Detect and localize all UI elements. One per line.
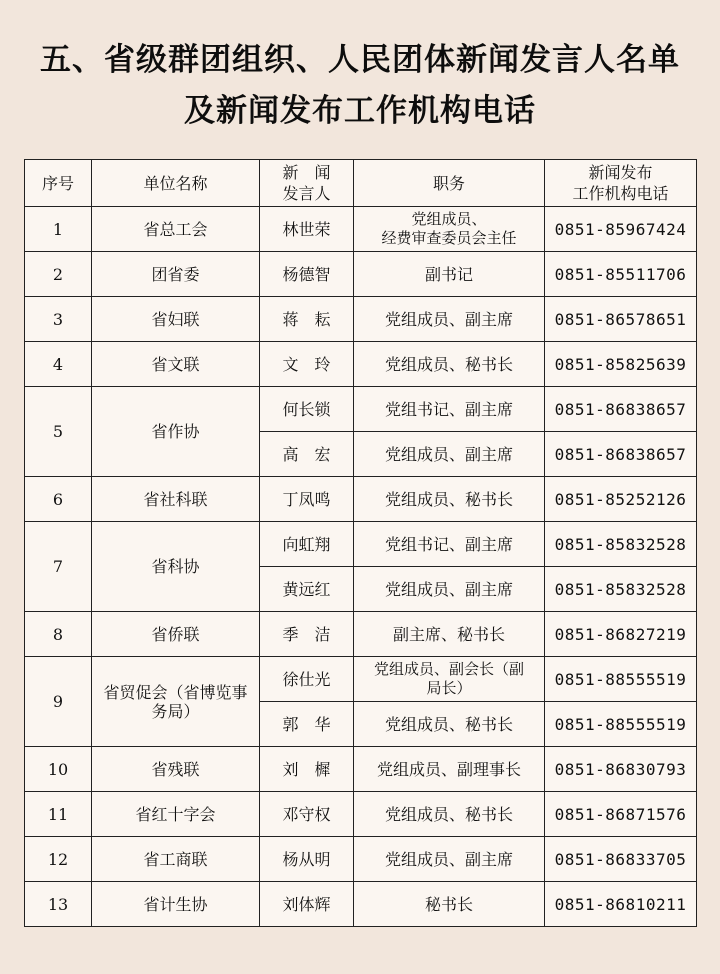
unit-name: 省文联 (92, 342, 260, 387)
press-office-phone: 0851-86833705 (545, 837, 697, 882)
header-speaker-line1: 新 闻 (282, 163, 331, 182)
header-unit: 单位名称 (92, 160, 260, 207)
press-office-phone: 0851-88555519 (545, 702, 697, 747)
press-office-phone: 0851-86871576 (545, 792, 697, 837)
spokesperson-table (24, 159, 697, 927)
table-header-row (25, 160, 697, 207)
press-office-phone: 0851-88555519 (545, 657, 697, 702)
press-office-phone: 0851-85967424 (545, 207, 697, 252)
table-row (25, 297, 697, 342)
page-title: 五、省级群团组织、人民团体新闻发言人名单 (40, 42, 680, 78)
speaker-name: 丁凤鸣 (260, 477, 354, 522)
speaker-name: 高 宏 (260, 432, 354, 477)
press-office-phone: 0851-86827219 (545, 612, 697, 657)
speaker-position (354, 522, 545, 567)
table-row (25, 387, 697, 432)
speaker-position (354, 387, 545, 432)
speaker-position (354, 837, 545, 882)
position-line1: 党组成员、副主席 (384, 444, 513, 464)
position-line1: 党组成员、 (411, 210, 487, 228)
speaker-name: 文 玲 (260, 342, 354, 387)
row-number: 13 (25, 882, 92, 927)
row-number: 11 (25, 792, 92, 837)
row-number: 4 (25, 342, 92, 387)
table-body (25, 207, 697, 927)
speaker-name: 何长锁 (260, 387, 354, 432)
row-number: 2 (25, 252, 92, 297)
speaker-position (354, 477, 545, 522)
speaker-name: 邓守权 (260, 792, 354, 837)
position-line1: 党组书记、副主席 (384, 534, 513, 554)
position-line1: 党组成员、副主席 (384, 849, 513, 869)
row-number: 9 (25, 657, 92, 747)
row-number: 6 (25, 477, 92, 522)
position-line1: 党组成员、副主席 (384, 579, 513, 599)
position-line1: 党组成员、副主席 (384, 309, 513, 329)
position-line2: 局长） (426, 679, 472, 697)
speaker-name: 林世荣 (260, 207, 354, 252)
unit-name: 团省委 (92, 252, 260, 297)
table-row (25, 792, 697, 837)
speaker-position (354, 297, 545, 342)
row-number: 7 (25, 522, 92, 612)
press-office-phone: 0851-86838657 (545, 387, 697, 432)
unit-name (92, 657, 260, 747)
speaker-position (354, 207, 545, 252)
speaker-name: 黄远红 (260, 567, 354, 612)
speaker-position (354, 882, 545, 927)
unit-name: 省总工会 (92, 207, 260, 252)
position-line1: 秘书长 (424, 894, 473, 914)
table-row (25, 747, 697, 792)
speaker-position (354, 702, 545, 747)
header-speaker (260, 160, 354, 207)
speaker-position (354, 657, 545, 702)
unit-name: 省残联 (92, 747, 260, 792)
header-position: 职务 (354, 160, 545, 207)
position-line1: 党组成员、秘书长 (384, 489, 513, 509)
speaker-position (354, 252, 545, 297)
press-office-phone: 0851-86830793 (545, 747, 697, 792)
unit-name: 省作协 (92, 387, 260, 477)
press-office-phone: 0851-86838657 (545, 432, 697, 477)
position-line2: 经费审查委员会主任 (381, 229, 517, 247)
header-num: 序号 (25, 160, 92, 207)
speaker-name: 季 洁 (260, 612, 354, 657)
speaker-position (354, 432, 545, 477)
position-line1: 党组书记、副主席 (384, 399, 513, 419)
table-row (25, 207, 697, 252)
unit-name: 省科协 (92, 522, 260, 612)
speaker-name: 杨从明 (260, 837, 354, 882)
speaker-position (354, 747, 545, 792)
unit-name: 省社科联 (92, 477, 260, 522)
row-number: 3 (25, 297, 92, 342)
row-number: 12 (25, 837, 92, 882)
press-office-phone: 0851-85832528 (545, 522, 697, 567)
speaker-position (354, 612, 545, 657)
table-row (25, 837, 697, 882)
row-number: 8 (25, 612, 92, 657)
table-row (25, 252, 697, 297)
speaker-position (354, 567, 545, 612)
speaker-name: 郭 华 (260, 702, 354, 747)
unit-name: 省计生协 (92, 882, 260, 927)
position-line1: 副书记 (424, 264, 473, 284)
press-office-phone: 0851-85252126 (545, 477, 697, 522)
press-office-phone: 0851-85825639 (545, 342, 697, 387)
speaker-name: 杨德智 (260, 252, 354, 297)
header-phone (545, 160, 697, 207)
speaker-name: 徐仕光 (260, 657, 354, 702)
unit-name: 省工商联 (92, 837, 260, 882)
table-row (25, 612, 697, 657)
header-phone-line1: 新闻发布 (588, 163, 653, 182)
row-number: 1 (25, 207, 92, 252)
table-row (25, 882, 697, 927)
speaker-name: 刘 樨 (260, 747, 354, 792)
header-phone-line2: 工作机构电话 (572, 184, 669, 203)
unit-name: 省侨联 (92, 612, 260, 657)
speaker-position (354, 342, 545, 387)
position-line1: 党组成员、秘书长 (384, 714, 513, 734)
table-row (25, 522, 697, 567)
unit-name: 省红十字会 (92, 792, 260, 837)
table-row (25, 657, 697, 702)
position-line1: 党组成员、秘书长 (384, 804, 513, 824)
position-line1: 党组成员、副理事长 (376, 759, 521, 779)
table-row (25, 477, 697, 522)
table-row (25, 342, 697, 387)
speaker-name: 向虹翔 (260, 522, 354, 567)
press-office-phone: 0851-85511706 (545, 252, 697, 297)
page-subtitle: 及新闻发布工作机构电话 (184, 93, 536, 129)
position-line1: 党组成员、秘书长 (384, 354, 513, 374)
unit-name-full (200, 702, 201, 703)
unit-name-line1: 省贸促会（省博览事 (103, 682, 248, 702)
speaker-name: 蒋 耘 (260, 297, 354, 342)
press-office-phone: 0851-85832528 (545, 567, 697, 612)
position-line1: 党组成员、副会长（副 (373, 660, 524, 678)
press-office-phone: 0851-86578651 (545, 297, 697, 342)
header-speaker-line2: 发言人 (282, 184, 331, 203)
press-office-phone: 0851-86810211 (545, 882, 697, 927)
speaker-position (354, 792, 545, 837)
unit-name-line2: 务局） (151, 701, 200, 721)
position-line1: 副主席、秘书长 (392, 624, 505, 644)
speaker-name: 刘体辉 (260, 882, 354, 927)
row-number: 10 (25, 747, 92, 792)
row-number: 5 (25, 387, 92, 477)
unit-name: 省妇联 (92, 297, 260, 342)
